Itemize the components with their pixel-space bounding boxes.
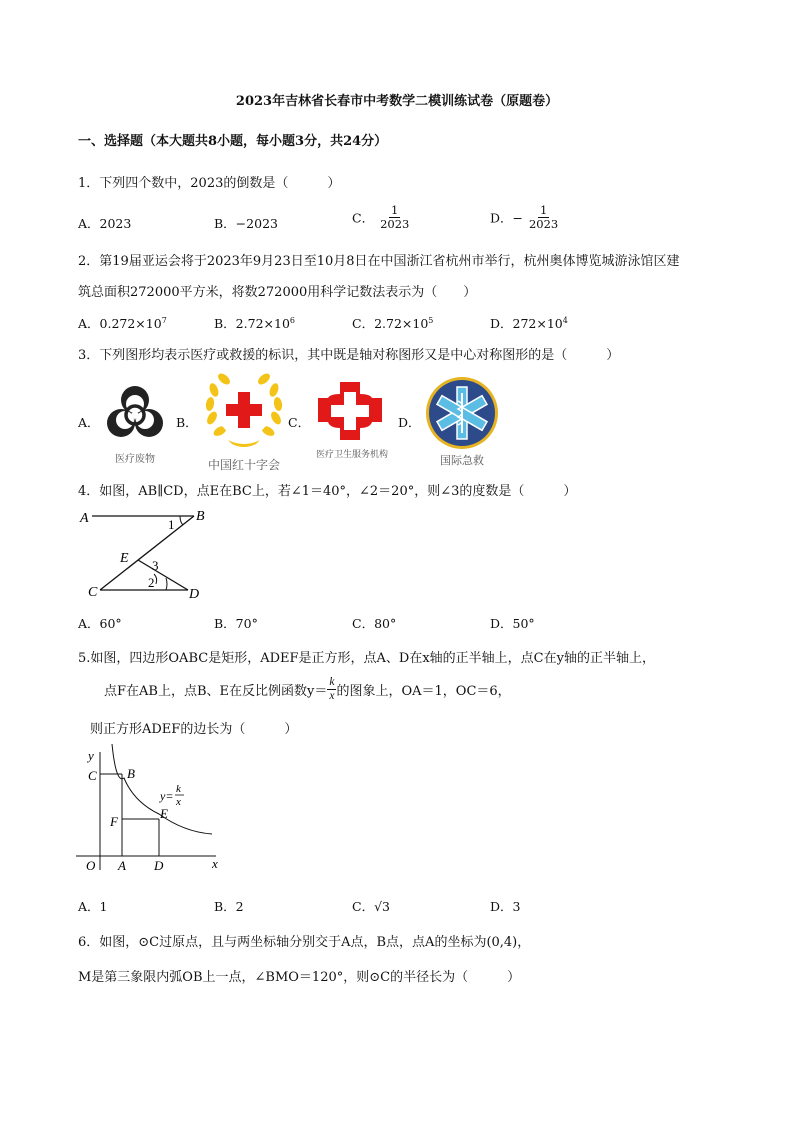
q4-option-c: C．80°	[352, 616, 397, 631]
q3-stem: 3．下列图形均表示医疗或救援的标识，其中既是轴对称图形又是中心对称图形的是（ ）	[78, 348, 620, 363]
q1-option-d-fraction	[527, 204, 560, 231]
q5-option-d: D．3	[490, 899, 521, 914]
caption-international-first-aid: 国际急救	[440, 454, 484, 467]
q2-option-a	[78, 314, 167, 332]
red-cross-wreath-icon	[198, 368, 290, 452]
q2-option-a-exp: 7	[161, 316, 167, 325]
q3-option-c: C．	[288, 415, 311, 430]
q2-option-c	[352, 314, 433, 332]
q6-stem-line1: 6．如图，⊙C过原点，且与两坐标轴分别交于A点，B点，点A的坐标为(0,4)，	[78, 935, 531, 950]
q1-d-numerator: 1	[539, 203, 548, 217]
caption-medical-waste: 医疗废物	[115, 454, 155, 465]
q5-label-c: C	[88, 768, 97, 783]
q5-option-c: C．√3	[352, 899, 390, 914]
q4-label-e: E	[120, 551, 129, 566]
q1-c-denominator: 2023	[380, 217, 410, 231]
q2-option-b	[214, 314, 295, 332]
q5-func-k: k	[176, 783, 181, 795]
q5-label-a: A	[118, 858, 126, 873]
q1-option-b: B．−2023	[214, 216, 278, 231]
q1-d-denominator: 2023	[528, 217, 559, 231]
exam-title: 2023年吉林省长春市中考数学二模训练试卷（原题卷）	[235, 94, 559, 109]
q5-label-e: E	[160, 806, 168, 821]
q2-option-b-base: B．2.72×10	[214, 316, 290, 331]
q4-angle-2: 2	[148, 575, 155, 590]
q3-option-d: D．	[398, 415, 421, 430]
q5-stem-line3: 则正方形ADEF的边长为（ ）	[90, 722, 298, 737]
q4-label-a: A	[80, 511, 89, 526]
caption-medical-service: 医疗卫生服务机构	[315, 450, 388, 460]
q4-option-a: A．60°	[78, 616, 122, 631]
q5-axis-y: y	[88, 748, 94, 763]
q5-stem-line2	[104, 676, 511, 703]
q1-option-d-label: D．−	[490, 210, 523, 226]
q2-stem-line2: 筑总面积272000平方米，将数272000用科学记数法表示为（ ）	[78, 285, 477, 300]
q2-option-d-exp: 4	[562, 316, 568, 325]
q5-func-numerator: k	[329, 676, 335, 688]
q3-option-a: A．	[78, 415, 100, 430]
q4-figure	[76, 504, 216, 600]
star-of-life-icon	[424, 375, 500, 451]
medical-service-cross-icon	[314, 378, 386, 444]
q1-option-c	[352, 204, 411, 231]
q1-stem: 1．下列四个数中，2023的倒数是（ ）	[78, 176, 341, 191]
q5-label-d: D	[154, 858, 164, 873]
q4-angle-1: 1	[168, 517, 175, 532]
q2-option-c-exp: 5	[428, 316, 434, 325]
q5-label-o: O	[86, 858, 96, 873]
q2-option-a-base: A．0.272×10	[78, 316, 162, 331]
q5-func-label: y=	[160, 789, 174, 803]
q5-axis-x: x	[212, 856, 218, 871]
q2-option-b-exp: 6	[289, 316, 295, 325]
q4-label-b: B	[196, 509, 205, 524]
biohazard-icon	[100, 382, 170, 446]
q5-option-a: A．1	[78, 899, 108, 914]
q1-option-c-fraction	[378, 204, 411, 231]
q6-stem-line2: M是第三象限内弧OB上一点，∠BMO＝120°，则⊙C的半径长为（ ）	[78, 970, 521, 985]
q2-option-c-base: C．2.72×10	[352, 316, 429, 331]
q1-option-c-label: C．	[352, 210, 375, 226]
q5-line2-part1: 点F在AB上，点B、E在反比例函数y＝	[104, 684, 328, 699]
q4-option-d: D．50°	[490, 616, 535, 631]
q3-option-b: B．	[176, 415, 198, 430]
q1-c-numerator: 1	[391, 203, 399, 217]
q5-option-b: B．2	[214, 899, 244, 914]
q4-option-b: B．70°	[214, 616, 258, 631]
q5-stem-line1: 5.如图，四边形OABC是矩形，ADEF是正方形，点A、D在x轴的正半轴上，点C在y轴的正半轴上，	[78, 651, 655, 666]
q1-option-a: A．2023	[78, 216, 132, 231]
q5-line2-part2: 的图象上，OA＝1，OC＝6，	[336, 684, 511, 699]
q4-angle-3: 3	[152, 558, 159, 573]
q5-figure	[74, 744, 224, 874]
q4-stem: 4．如图，AB∥CD，点E在BC上，若∠1＝40°，∠2＝20°，则∠3的度数是（ ）	[78, 484, 577, 499]
q5-label-f: F	[110, 814, 118, 829]
q4-label-c: C	[88, 585, 98, 600]
q5-func-x: x	[176, 796, 181, 808]
q2-option-d	[490, 314, 568, 332]
q5-label-b: B	[127, 766, 135, 781]
caption-red-cross-society: 中国红十字会	[207, 458, 280, 472]
section-heading: 一、选择题（本大题共8小题，每小题3分，共24分）	[78, 134, 388, 149]
q1-option-d	[490, 204, 560, 231]
q2-stem-line1: 2．第19届亚运会将于2023年9月23日至10月8日在中国浙江省杭州市举行，杭州奥体博览城游泳馆区建	[78, 254, 680, 269]
q2-option-d-base: D．272×10	[490, 316, 563, 331]
q4-label-d: D	[189, 587, 200, 600]
q5-func-denominator: x	[329, 690, 335, 702]
